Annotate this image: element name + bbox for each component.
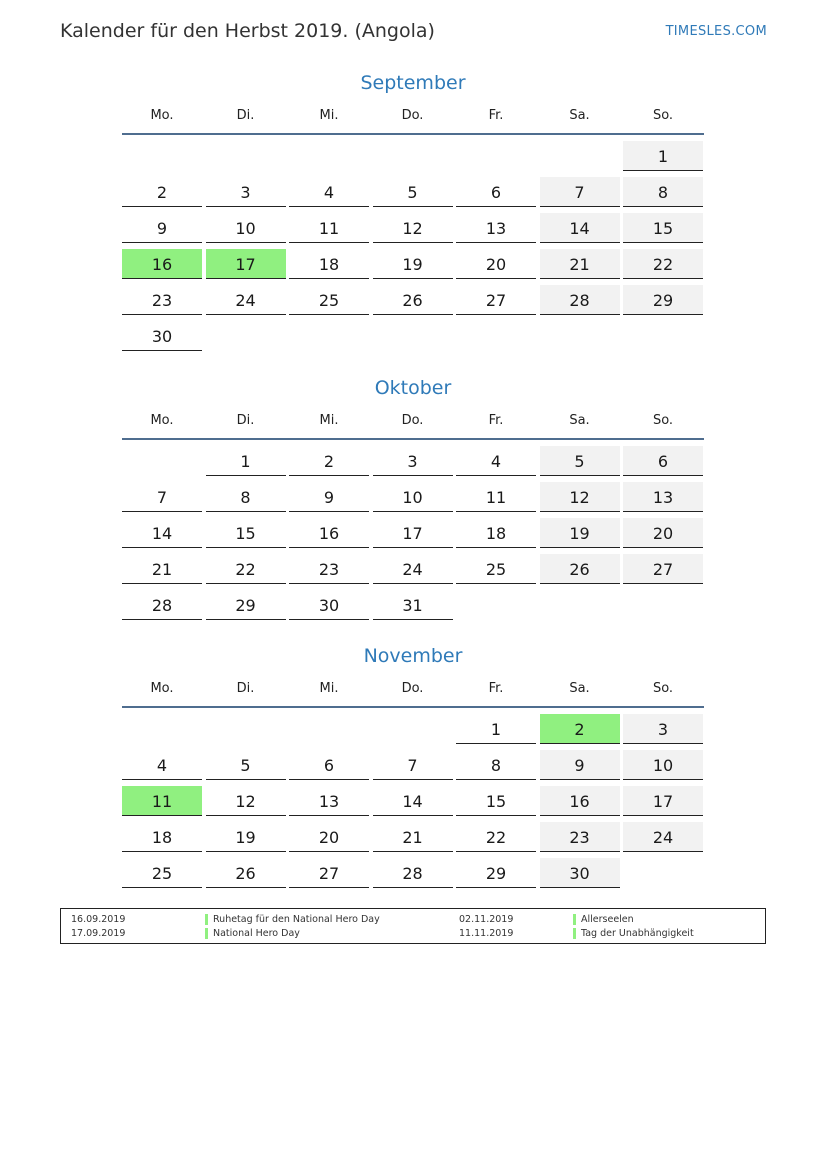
day-cell: 19 xyxy=(206,822,286,852)
empty-cell xyxy=(540,321,620,351)
empty-cell xyxy=(289,321,369,351)
day-cell: 7 xyxy=(122,482,202,512)
day-cell: 26 xyxy=(540,554,620,584)
day-cell: 15 xyxy=(623,213,703,243)
day-cell: 31 xyxy=(373,590,453,620)
weekday-label: Di. xyxy=(236,681,255,696)
day-cell: 3 xyxy=(623,714,703,744)
empty-cell xyxy=(456,590,536,620)
day-cell: 29 xyxy=(623,285,703,315)
holiday-marker xyxy=(205,914,208,925)
day-cell: 28 xyxy=(373,858,453,888)
empty-cell xyxy=(373,321,453,351)
holiday-marker xyxy=(573,914,576,925)
empty-cell xyxy=(289,141,369,171)
day-cell: 1 xyxy=(623,141,703,171)
day-cell: 9 xyxy=(122,213,202,243)
month-title: September xyxy=(360,72,466,94)
empty-cell xyxy=(373,141,453,171)
day-cell: 30 xyxy=(289,590,369,620)
legend-entry xyxy=(205,913,380,926)
legend-date: 17.09.2019 xyxy=(71,928,126,939)
weekday-label: So. xyxy=(652,681,674,696)
weekday-label: Mo. xyxy=(150,108,174,123)
day-cell: 15 xyxy=(456,786,536,816)
week-row xyxy=(122,750,704,786)
day-cell: 28 xyxy=(122,590,202,620)
day-cell: 20 xyxy=(456,249,536,279)
month-grid xyxy=(122,141,704,357)
day-cell: 24 xyxy=(373,554,453,584)
day-cell: 19 xyxy=(373,249,453,279)
weekday-label: Di. xyxy=(236,413,255,428)
day-cell: 8 xyxy=(456,750,536,780)
day-cell: 25 xyxy=(289,285,369,315)
empty-cell xyxy=(289,714,369,744)
day-cell: 14 xyxy=(122,518,202,548)
day-cell: 12 xyxy=(206,786,286,816)
week-row xyxy=(122,446,704,482)
day-cell: 2 xyxy=(122,177,202,207)
day-cell: 30 xyxy=(540,858,620,888)
weekday-label: Di. xyxy=(236,108,255,123)
month-grid xyxy=(122,714,704,894)
day-cell: 24 xyxy=(206,285,286,315)
weekday-label: Sa. xyxy=(569,413,590,428)
day-cell: 8 xyxy=(623,177,703,207)
header-rule xyxy=(122,438,704,440)
month-november xyxy=(122,643,704,894)
day-cell: 20 xyxy=(623,518,703,548)
week-row xyxy=(122,518,704,554)
week-row xyxy=(122,858,704,894)
day-cell: 19 xyxy=(540,518,620,548)
day-cell: 11 xyxy=(456,482,536,512)
day-cell: 29 xyxy=(206,590,286,620)
holiday-legend xyxy=(60,908,766,944)
day-cell: 11 xyxy=(289,213,369,243)
day-cell: 22 xyxy=(206,554,286,584)
week-row xyxy=(122,321,704,357)
day-cell: 5 xyxy=(373,177,453,207)
day-cell: 10 xyxy=(373,482,453,512)
week-row xyxy=(122,822,704,858)
weekday-label: Sa. xyxy=(569,681,590,696)
day-cell: 22 xyxy=(456,822,536,852)
empty-cell xyxy=(623,321,703,351)
month-title: Oktober xyxy=(374,377,452,399)
day-cell: 2 xyxy=(540,714,620,744)
day-cell: 23 xyxy=(289,554,369,584)
empty-cell xyxy=(122,141,202,171)
month-oktober xyxy=(122,375,704,626)
day-cell: 24 xyxy=(623,822,703,852)
day-cell: 10 xyxy=(206,213,286,243)
day-cell: 28 xyxy=(540,285,620,315)
legend-name: Ruhetag für den National Hero Day xyxy=(213,914,380,925)
empty-cell xyxy=(206,321,286,351)
day-cell: 14 xyxy=(373,786,453,816)
day-cell: 26 xyxy=(373,285,453,315)
weekday-label: Fr. xyxy=(488,108,504,123)
week-row xyxy=(122,554,704,590)
week-row xyxy=(122,590,704,626)
month-grid xyxy=(122,446,704,626)
day-cell: 7 xyxy=(373,750,453,780)
weekday-label: Do. xyxy=(401,108,424,123)
day-cell: 10 xyxy=(623,750,703,780)
day-cell: 13 xyxy=(289,786,369,816)
day-cell: 6 xyxy=(456,177,536,207)
day-cell: 25 xyxy=(456,554,536,584)
week-row xyxy=(122,482,704,518)
weekday-label: Fr. xyxy=(488,681,504,696)
day-cell: 25 xyxy=(122,858,202,888)
empty-cell xyxy=(206,141,286,171)
week-row xyxy=(122,141,704,177)
month-september xyxy=(122,70,704,357)
empty-cell xyxy=(456,141,536,171)
header-rule xyxy=(122,706,704,708)
legend-date: 16.09.2019 xyxy=(71,914,126,925)
empty-cell xyxy=(540,141,620,171)
weekday-header xyxy=(122,679,704,699)
day-cell: 27 xyxy=(456,285,536,315)
legend-entry xyxy=(573,927,694,940)
legend-entry xyxy=(573,913,634,926)
day-cell: 22 xyxy=(623,249,703,279)
day-cell: 8 xyxy=(206,482,286,512)
weekday-label: Do. xyxy=(401,413,424,428)
empty-cell xyxy=(623,590,703,620)
weekday-label: Sa. xyxy=(569,108,590,123)
day-cell: 5 xyxy=(206,750,286,780)
day-cell: 17 xyxy=(373,518,453,548)
week-row xyxy=(122,714,704,750)
day-cell: 16 xyxy=(540,786,620,816)
weekday-label: So. xyxy=(652,108,674,123)
month-title: November xyxy=(363,645,463,667)
empty-cell xyxy=(122,714,202,744)
day-cell: 21 xyxy=(373,822,453,852)
day-cell: 7 xyxy=(540,177,620,207)
weekday-label: Mi. xyxy=(319,681,339,696)
legend-date: 11.11.2019 xyxy=(459,928,514,939)
week-row xyxy=(122,213,704,249)
empty-cell xyxy=(456,321,536,351)
day-cell: 3 xyxy=(206,177,286,207)
day-cell: 14 xyxy=(540,213,620,243)
day-cell: 27 xyxy=(289,858,369,888)
day-cell: 21 xyxy=(122,554,202,584)
day-cell: 16 xyxy=(289,518,369,548)
day-cell: 30 xyxy=(122,321,202,351)
brand-logo-text[interactable]: TIMESLES.COM xyxy=(665,24,767,39)
day-cell: 18 xyxy=(289,249,369,279)
day-cell: 18 xyxy=(122,822,202,852)
day-cell: 15 xyxy=(206,518,286,548)
day-cell: 20 xyxy=(289,822,369,852)
weekday-label: Mo. xyxy=(150,681,174,696)
day-cell: 12 xyxy=(540,482,620,512)
day-cell: 11 xyxy=(122,786,202,816)
weekday-label: Mi. xyxy=(319,413,339,428)
weekday-header xyxy=(122,106,704,126)
day-cell: 17 xyxy=(623,786,703,816)
day-cell: 4 xyxy=(289,177,369,207)
day-cell: 6 xyxy=(623,446,703,476)
day-cell: 9 xyxy=(289,482,369,512)
page-title: Kalender für den Herbst 2019. (Angola) xyxy=(60,20,435,42)
day-cell: 13 xyxy=(456,213,536,243)
weekday-label: Mo. xyxy=(150,413,174,428)
legend-name: National Hero Day xyxy=(213,928,300,939)
week-row xyxy=(122,285,704,321)
legend-date: 02.11.2019 xyxy=(459,914,514,925)
day-cell: 21 xyxy=(540,249,620,279)
day-cell: 18 xyxy=(456,518,536,548)
legend-name: Allerseelen xyxy=(581,914,634,925)
day-cell: 4 xyxy=(456,446,536,476)
day-cell: 3 xyxy=(373,446,453,476)
day-cell: 6 xyxy=(289,750,369,780)
legend-entry xyxy=(205,927,300,940)
day-cell: 1 xyxy=(456,714,536,744)
day-cell: 4 xyxy=(122,750,202,780)
day-cell: 5 xyxy=(540,446,620,476)
holiday-marker xyxy=(573,928,576,939)
day-cell: 23 xyxy=(122,285,202,315)
day-cell: 17 xyxy=(206,249,286,279)
day-cell: 16 xyxy=(122,249,202,279)
day-cell: 27 xyxy=(623,554,703,584)
holiday-marker xyxy=(205,928,208,939)
weekday-label: Mi. xyxy=(319,108,339,123)
weekday-header xyxy=(122,411,704,431)
week-row xyxy=(122,786,704,822)
day-cell: 29 xyxy=(456,858,536,888)
day-cell: 13 xyxy=(623,482,703,512)
day-cell: 1 xyxy=(206,446,286,476)
weekday-label: Fr. xyxy=(488,413,504,428)
day-cell: 12 xyxy=(373,213,453,243)
day-cell: 23 xyxy=(540,822,620,852)
empty-cell xyxy=(373,714,453,744)
weekday-label: Do. xyxy=(401,681,424,696)
header-rule xyxy=(122,133,704,135)
weekday-label: So. xyxy=(652,413,674,428)
empty-cell xyxy=(540,590,620,620)
empty-cell xyxy=(623,858,703,888)
empty-cell xyxy=(122,446,202,476)
empty-cell xyxy=(206,714,286,744)
day-cell: 26 xyxy=(206,858,286,888)
week-row xyxy=(122,249,704,285)
day-cell: 2 xyxy=(289,446,369,476)
day-cell: 9 xyxy=(540,750,620,780)
legend-name: Tag der Unabhängigkeit xyxy=(581,928,694,939)
week-row xyxy=(122,177,704,213)
